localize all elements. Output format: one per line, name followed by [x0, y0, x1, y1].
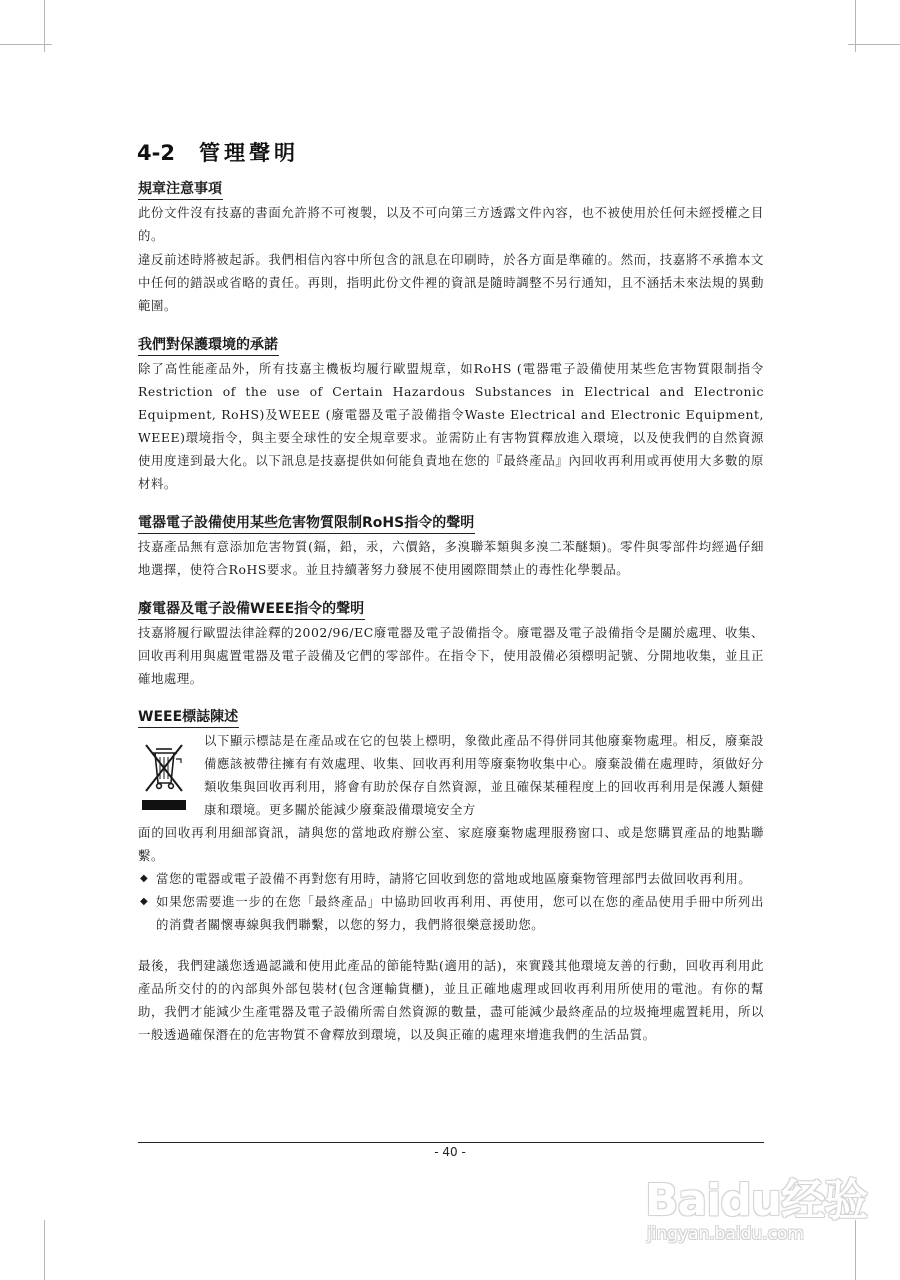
list-item-text: 如果您需要進一步的在您「最終產品」中協助回收再利用、再使用，您可以在您的產品使用手冊中所列出的消費者關懷專線與我們聯繫，以您的努力，我們將很樂意援助您。 [156, 894, 764, 932]
paragraph: 除了高性能產品外，所有技嘉主機板均履行歐盟規章，如RoHS (電器電子設備使用某些危害物質限制指令 Restriction of the use of Certain Hazardous Substances in Electrical and Electronic Equipment, RoHS)及WEEE (廢電器及電子設備指令Waste Electrical and Electronic Equipment, WEEE)環境指令，與主要全球性的安全規章要求。並需防止有害物質釋放進入環境，以及使我們的自然資源使用度達到最大化。以下訊息是技嘉提供如何能負責地在您的『最終產品』內回收再利用或再使用大多數的原材料。 [138, 361, 764, 491]
paragraph: 技嘉將履行歐盟法律詮釋的2002/96/EC廢電器及電子設備指令。廢電器及電子設備指令是關於處理、收集、回收再利用與處置電器及電子設備及它們的零部件。在指令下，使用設備必須標明記號、分開地收集，並且正確地處理。 [138, 625, 764, 686]
crop-mark [44, 1220, 45, 1280]
section-environment-commitment [138, 334, 764, 495]
crossed-out-wheelie-bin-icon [138, 737, 190, 817]
section-rohs-statement [138, 512, 764, 581]
crop-mark [848, 44, 900, 45]
chapter-heading: 管理聲明 [199, 141, 299, 165]
section-regulatory-notices [138, 178, 764, 317]
section-heading: 規章注意事項 [138, 180, 223, 200]
list-item-text: 當您的電器或電子設備不再對您有用時，請將它回收到您的當地或地區廢棄物管理部門去做回收再利用。 [156, 871, 752, 886]
chapter-number: 4-2 [137, 141, 175, 165]
bullet-diamond-icon: ◆ [140, 873, 149, 884]
weee-symbol-block [138, 729, 764, 821]
paragraph: 違反前述時將被起訴。我們相信內容中所包含的訊息在印刷時，於各方面是準確的。然而，技嘉將不承擔本文中任何的錯誤或省略的責任。再則，指明此份文件裡的資訊是隨時調整不另行通知，且不涵括未來法規的異動範圍。 [138, 252, 764, 313]
section-heading: WEEE標誌陳述 [138, 708, 239, 728]
crop-mark [0, 44, 52, 45]
paragraph: 以下顯示標誌是在產品或在它的包裝上標明，象徵此產品不得併同其他廢棄物處理。相反，廢棄設備應該被帶往擁有有效處理、收集、回收再利用等廢棄物收集中心。廢棄設備在處理時，須做好分類收集與回收再利用，將會有助於保存自然資源，並且確保某種程度上的回收再利用是保護人類健康和環境。更多關於能減少廢棄設備環境安全方 [204, 733, 764, 817]
closing-paragraph: 最後，我們建議您透過認識和使用此產品的節能特點(適用的話)，來實踐其他環境友善的行動，回收再利用此產品所交付的的內部與外部包裝材(包含運輸貨櫃)，並且正確地處理或回收再利用所使用的電池。有你的幫助，我們才能減少生產電器及電子設備所需自然資源的數量，盡可能減少最終產品的垃圾掩埋處置耗用，所以一般透過確保潛在的危害物質不會釋放到環境，以及與正確的處理來增進我們的生活品質。 [138, 958, 764, 1042]
paragraph: 此份文件沒有技嘉的書面允許將不可複製，以及不可向第三方透露文件內容，也不被使用於任何未經授權之目的。 [138, 205, 764, 243]
watermark-logo: Baidu经验 [645, 1175, 868, 1226]
bullet-diamond-icon: ◆ [140, 896, 149, 907]
section-heading: 電器電子設備使用某些危害物質限制RoHS指令的聲明 [138, 514, 475, 534]
footer-rule [138, 1142, 764, 1143]
paragraph: 技嘉產品無有意添加危害物質(鎘，鉛，汞，六價鉻，多溴聯苯類與多溴二苯醚類)。零件與零部件均經過仔細地選擇，使符合RoHS要求。並且持續著努力發展不使用國際間禁止的毒性化學製品。 [138, 539, 764, 577]
page-number: - 40 - [434, 1145, 466, 1159]
section-heading: 我們對保護環境的承諾 [138, 336, 279, 356]
watermark-url: jingyan.baidu.com [647, 1224, 804, 1244]
section-heading: 廢電器及電子設備WEEE指令的聲明 [138, 600, 365, 620]
section-weee-directive [138, 598, 764, 690]
document-body [138, 178, 764, 1046]
chapter-title [137, 137, 299, 167]
list-item [138, 867, 764, 890]
watermark [645, 1152, 875, 1272]
list-item [138, 890, 764, 936]
section-weee-symbol [138, 706, 764, 936]
paragraph: 面的回收再利用細部資訊，請與您的當地政府辦公室、家庭廢棄物處理服務窗口、或是您購買產品的地點聯繫。 [138, 825, 764, 863]
